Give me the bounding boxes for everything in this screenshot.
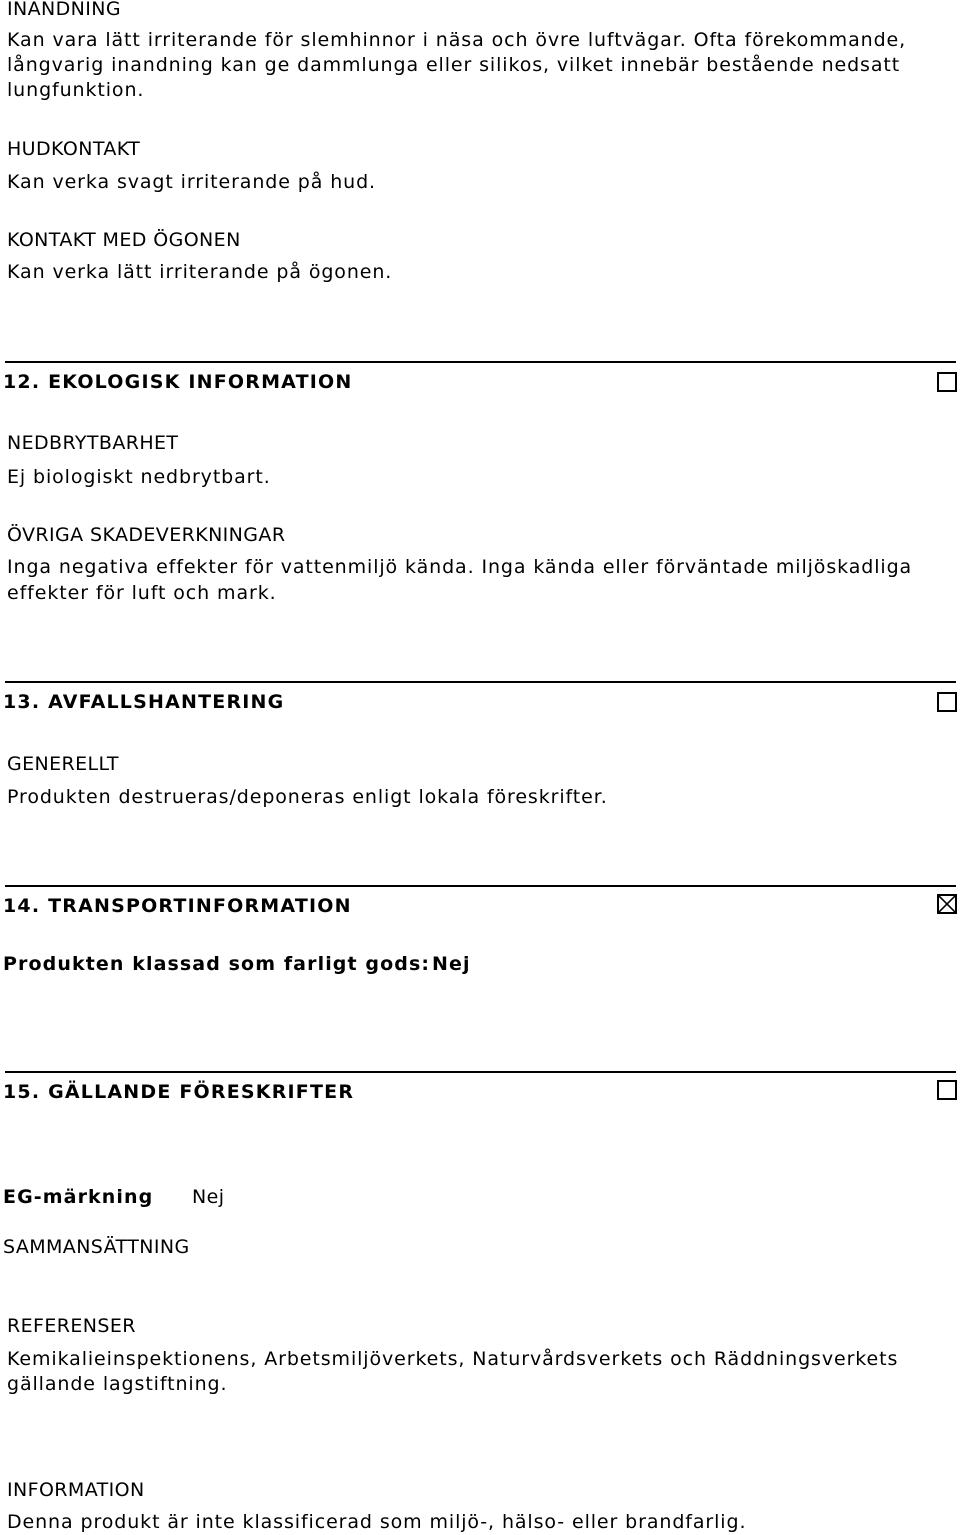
ovriga-skadeverkningar-heading: ÖVRIGA SKADEVERKNINGAR <box>7 524 286 546</box>
section-13-divider <box>5 681 956 683</box>
sammansattning-heading: SAMMANSÄTTNING <box>3 1236 190 1258</box>
checkbox-cross-icon <box>939 896 955 912</box>
inandning-text-line-1: Kan vara lätt irriterande för slemhinnor i näsa och övre luftvägar. Ofta förekommande, <box>7 29 907 51</box>
section-13-checkbox[interactable] <box>937 692 957 712</box>
section-15-title: 15. GÄLLANDE FÖRESKRIFTER <box>3 1081 355 1103</box>
ogon-heading: KONTAKT MED ÖGONEN <box>7 229 241 251</box>
section-15-checkbox[interactable] <box>937 1080 957 1100</box>
inandning-text-line-2: långvarig inandning kan ge dammlunga eller silikos, vilket innebär bestående nedsatt <box>7 54 901 76</box>
section-12-checkbox[interactable] <box>937 372 957 392</box>
section-13-title: 13. AVFALLSHANTERING <box>3 691 285 713</box>
ovriga-skadeverkningar-text-line-2: effekter för luft och mark. <box>7 582 277 604</box>
information-heading: INFORMATION <box>7 1479 145 1501</box>
farligt-gods-label: Produkten klassad som farligt gods: <box>3 953 431 975</box>
inandning-heading: INANDNING <box>7 0 122 20</box>
section-14-checkbox-checked[interactable] <box>937 894 957 914</box>
referenser-text-line-1: Kemikalieinspektionens, Arbetsmiljöverkets, Naturvårdsverkets och Räddningsverkets <box>7 1348 899 1370</box>
referenser-text-line-2: gällande lagstiftning. <box>7 1373 228 1395</box>
section-15-divider <box>5 1071 956 1073</box>
ogon-text: Kan verka lätt irriterande på ögonen. <box>7 261 393 283</box>
section-14-divider <box>5 885 956 887</box>
section-12-divider <box>5 361 956 363</box>
nedbrytbarhet-text: Ej biologiskt nedbrytbart. <box>7 466 271 488</box>
information-text: Denna produkt är inte klassificerad som miljö-, hälso- eller brandfarlig. <box>7 1511 747 1533</box>
hudkontakt-heading: HUDKONTAKT <box>7 138 141 160</box>
eg-markning-value: Nej <box>192 1186 225 1208</box>
generellt-text: Produkten destrueras/deponeras enligt lokala föreskrifter. <box>7 786 608 808</box>
farligt-gods-value: Nej <box>432 953 471 975</box>
hudkontakt-text: Kan verka svagt irriterande på hud. <box>7 171 376 193</box>
ovriga-skadeverkningar-text-line-1: Inga negativa effekter för vattenmiljö kända. Inga kända eller förväntade miljöskadliga <box>7 556 913 578</box>
nedbrytbarhet-heading: NEDBRYTBARHET <box>7 432 179 454</box>
generellt-heading: GENERELLT <box>7 753 119 775</box>
eg-markning-label: EG-märkning <box>3 1186 154 1208</box>
inandning-text-line-3: lungfunktion. <box>7 79 145 101</box>
section-14-title: 14. TRANSPORTINFORMATION <box>3 895 352 917</box>
section-12-title: 12. EKOLOGISK INFORMATION <box>3 371 353 393</box>
referenser-heading: REFERENSER <box>7 1315 136 1337</box>
